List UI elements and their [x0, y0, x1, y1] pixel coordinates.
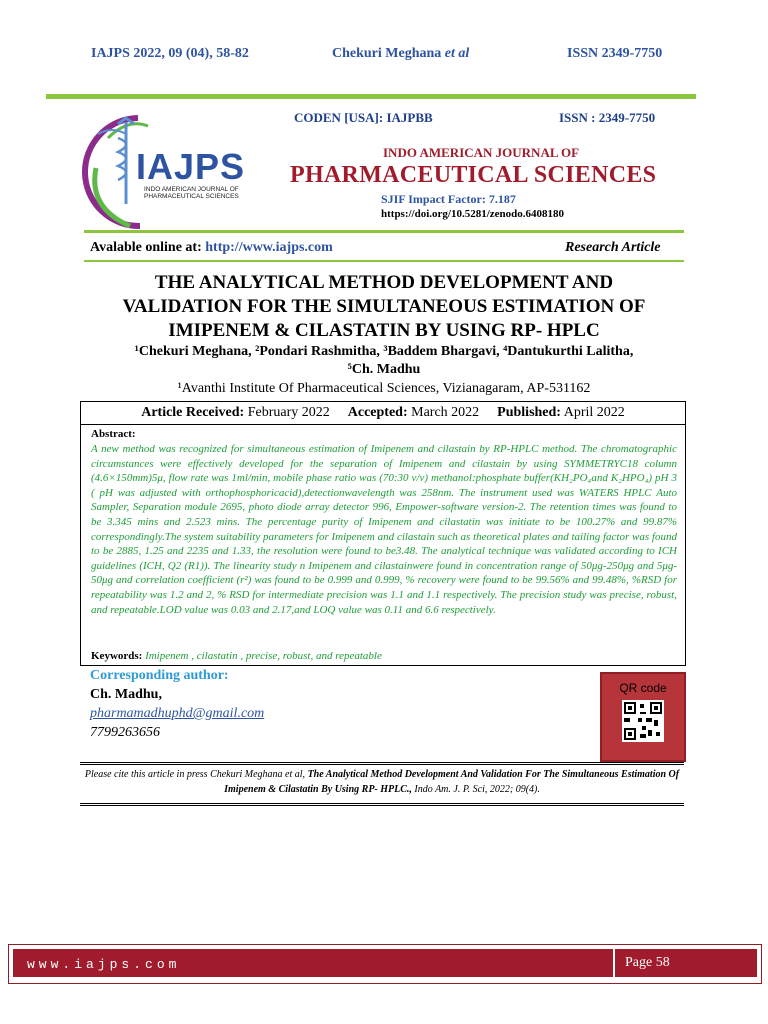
- keywords-label: Keywords:: [91, 650, 143, 662]
- qr-code-panel: [600, 672, 686, 762]
- abstract-text: A new method was recognized for simultaneous estimation of Imipenem and cilastain by RP-HPLC method. The chromatographic circumstances were effectively developed for the separation of Imipenem and cilastain by using SYMMETRYC18 column (4.6×150mm)5μ, flow rate was 1ml/min, mobile phase ratio was (70:30 v/v) methanol:phosphate buffer(KH₂PO₄and K₂HPO₄) pH 3 ( pH was adjusted with orthophosphoricacid),detectionwavelength was 258nm. The instrument used was WATERS HPLC Auto Sampler, Separation module 2695, photo diode array detector 996, Empower-software version-2. The retention times was found to be 3.345 mins and 2.523 mins. The percentage purity of Imipenem and cilastatin was initiate to be 100.27% and 99.87% correspondingly.The system suitability parameters for Imipenem and cilastain such as theoretical plates and tailing factor was found to be 2885, 1.25 and 2235 and 1.33, the resolution were found to be3.48. The analytical technique was validated according to ICH guidelines (ICH, Q2 (R1)). The linearity study n Imipenem and cilastainwere found in concentration range of 50μg-250μg and 5μg-50μg and correlation coefficient (r²) was found to be 0.999 and 0.999, % recovery were found to be 99.56% and 99.48%, %RSD for repeatability was 1.2 and 2, % RSD for intermediate precision was 1.1 and 1.1 respectively. The precision study was precise, robust, and repeatable.LOD value was 0.03 and 2.17,and LOQ value was 0.11 and 6.6 respectively.: [91, 443, 677, 616]
- citation-box: [80, 762, 684, 806]
- corresponding-email-link[interactable]: pharmamadhuphd@gmail.com: [90, 706, 265, 721]
- citation-journal: Indo Am. J. P. Sci, 2022; 09(4).: [414, 784, 540, 795]
- authors-line-2: ⁵Ch. Madhu: [347, 362, 421, 377]
- qr-pattern: [622, 700, 664, 742]
- received-value: February 2022: [247, 405, 330, 420]
- qr-label: QR code: [619, 681, 667, 695]
- title-line-1: THE ANALYTICAL METHOD DEVELOPMENT AND: [154, 272, 614, 293]
- footer-bar: [13, 949, 757, 977]
- corresponding-name: Ch. Madhu,: [90, 687, 162, 702]
- article-type: Research Article: [565, 240, 661, 255]
- published-value: April 2022: [563, 405, 625, 420]
- doi-link[interactable]: https://doi.org/10.5281/zenodo.6408180: [381, 208, 565, 220]
- keywords: [91, 650, 382, 662]
- top-rule: [46, 94, 696, 99]
- published: [497, 405, 625, 421]
- footer-url-link[interactable]: www.iajps.com: [27, 957, 181, 972]
- published-label: Published:: [497, 405, 561, 420]
- header-author-name: Chekuri Meghana: [332, 46, 442, 61]
- journal-logo: [78, 108, 250, 232]
- accepted-label: Accepted:: [347, 405, 408, 420]
- journal-line1: INDO AMERICAN JOURNAL OF: [383, 145, 580, 160]
- accepted-value: March 2022: [411, 405, 480, 420]
- qr-code-icon[interactable]: [622, 700, 664, 742]
- footer: [8, 944, 762, 984]
- journal-url-link[interactable]: http://www.iajps.com: [205, 240, 333, 255]
- availability: [90, 240, 333, 256]
- affiliation: ¹Avanthi Institute Of Pharmaceutical Sciences, Vizianagaram, AP-531162: [177, 381, 591, 396]
- title-line-3: IMIPENEM & CILASTATIN BY USING RP- HPLC: [168, 320, 600, 341]
- impact-factor: SJIF Impact Factor: 7.187: [381, 192, 516, 206]
- keywords-values: Imipenem , cilastatin , precise, robust, and repeatable: [145, 650, 382, 662]
- header-et-al: et al: [444, 46, 470, 61]
- article-title: [40, 271, 728, 343]
- received: [141, 405, 330, 421]
- corresponding-phone: 7799263656: [90, 725, 160, 740]
- header-issn: ISSN 2349-7750: [567, 46, 663, 61]
- logo-text: IAJPS: [136, 146, 246, 187]
- page-number: Page 58: [613, 949, 757, 977]
- citation-prefix: Please cite this article in press Chekuri Meghana et al,: [84, 769, 306, 780]
- author-list: [40, 343, 728, 379]
- received-label: Article Received:: [141, 405, 245, 420]
- corresponding-label: Corresponding author:: [90, 668, 229, 683]
- availability-label: Avalable online at:: [90, 240, 202, 255]
- logo-subtext-2: PHARMACEUTICAL SCIENCES: [144, 193, 239, 200]
- masthead-rule: [84, 230, 684, 233]
- article-dates: [80, 401, 686, 425]
- citation-title: The Analytical Method Development And Validation For The Simultaneous Estimation Of Imipenem & Cilastatin By Using RP- HPLC.,: [224, 769, 680, 795]
- logo-subtext-1: INDO AMERICAN JOURNAL OF: [144, 186, 239, 193]
- title-line-2: VALIDATION FOR THE SIMULTANEOUS ESTIMATION OF: [122, 296, 646, 317]
- coden: CODEN [USA]: IAJPBB: [294, 110, 433, 125]
- availability-rule: [84, 260, 684, 262]
- authors-line-1: ¹Chekuri Meghana, ²Pondari Rashmitha, ³Baddem Bhargavi, ⁴Dantukurthi Lalitha,: [134, 344, 634, 359]
- logo-subtext: [144, 186, 239, 200]
- header-author: [332, 46, 469, 62]
- journal-name: PHARMACEUTICAL SCIENCES: [290, 162, 657, 188]
- accepted: [348, 405, 479, 421]
- abstract-heading: Abstract:: [91, 428, 136, 440]
- abstract-box: [80, 424, 686, 666]
- header-citation: IAJPS 2022, 09 (04), 58-82: [91, 46, 249, 61]
- masthead-issn: ISSN : 2349-7750: [559, 110, 656, 125]
